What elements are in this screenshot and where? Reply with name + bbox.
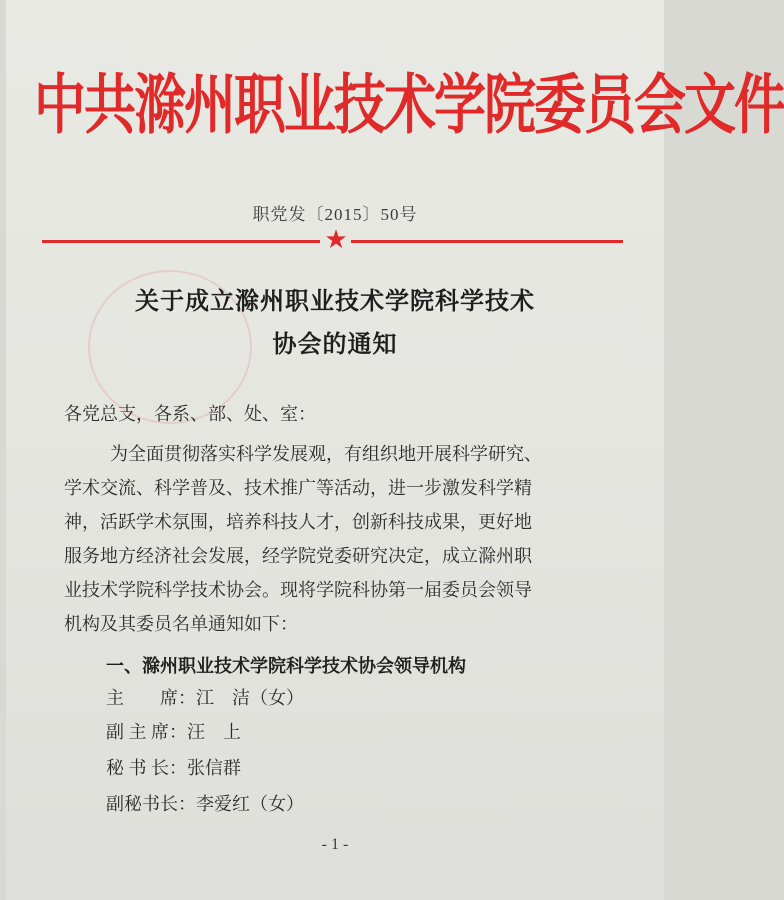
paragraph-line: 业技术学院科学技术协会。现将学院科协第一届委员会领导 [64,580,532,600]
document-header-title: 中共滁州职业技术学院委员会文件 [34,70,784,142]
red-rule-left [42,240,320,243]
document-number: 职党发〔2015〕50号 [252,205,418,224]
section-heading: 一、滁州职业技术学院科学技术协会领导机构 [106,656,466,676]
officer-chairman: 主 席：江 洁（女） [106,688,304,708]
paragraph-line: 服务地方经济社会发展，经学院党委研究决定，成立滁州职 [64,546,532,566]
red-star-icon: ★ [324,225,348,255]
salutation: 各党总支，各系、部、处、室： [64,404,316,424]
paragraph-line: 机构及其委员名单通知如下： [64,614,298,634]
officer-secretary-general: 秘 书 长：张信群 [106,758,241,778]
officer-vice-chairman: 副 主 席：汪 上 [106,722,241,742]
paragraph-line: 为全面贯彻落实科学发展观，有组织地开展科学研究、 [110,444,542,464]
paragraph-line: 学术交流、科学普及、技术推广等活动，进一步激发科学精 [64,478,532,498]
notice-title-line-2: 协会的通知 [272,332,398,358]
notice-title-line-1: 关于成立滁州职业技术学院科学技术 [135,289,535,315]
officer-deputy-secretary-general: 副秘书长：李爱红（女） [106,794,304,814]
page-number: - 1 - [321,836,349,853]
paragraph-line: 神，活跃学术氛围，培养科技人才，创新科技成果，更好地 [64,512,532,532]
red-rule-right [351,240,623,243]
document-page [6,0,784,900]
